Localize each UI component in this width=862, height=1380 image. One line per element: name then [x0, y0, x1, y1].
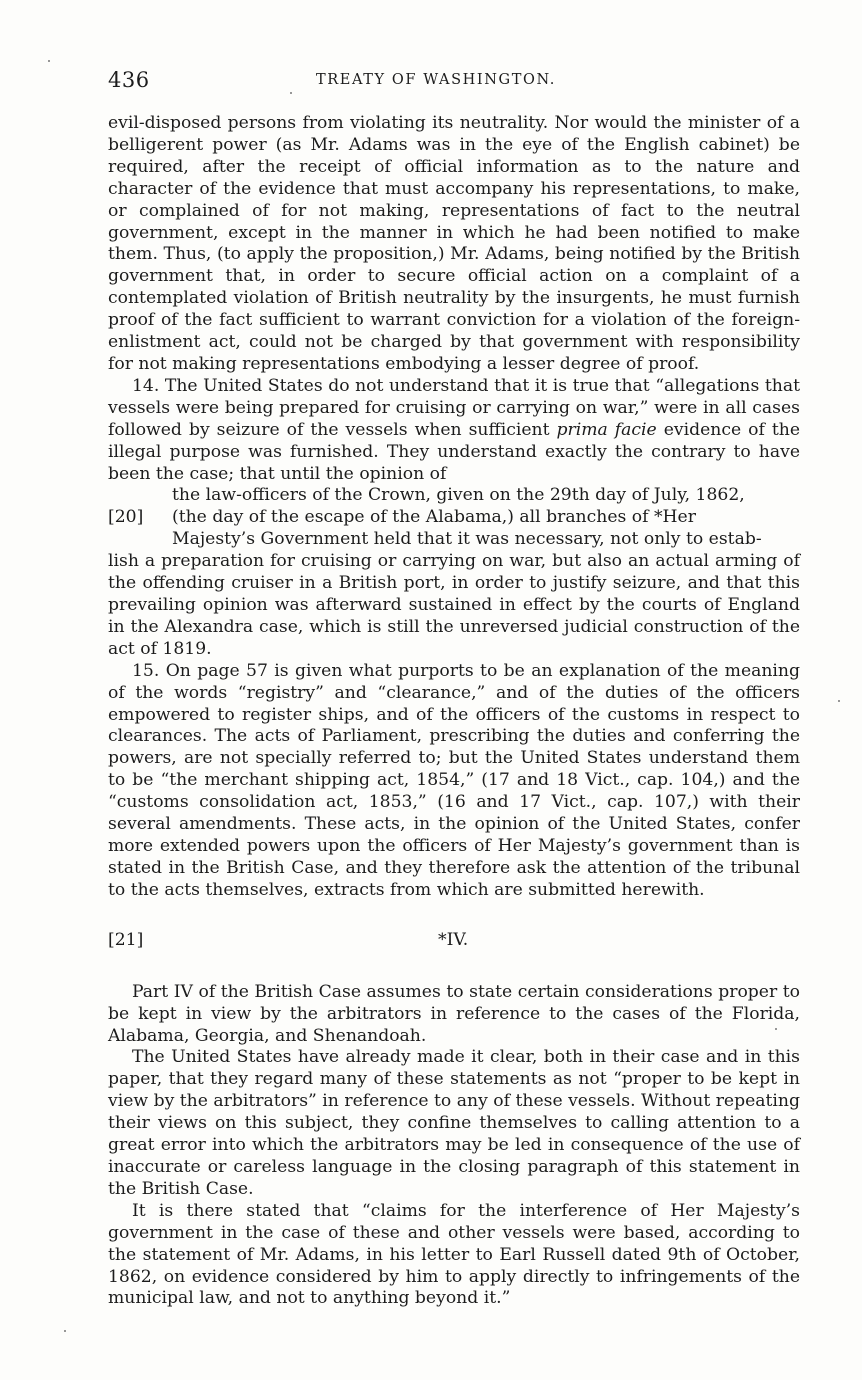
scan-speck	[290, 92, 292, 94]
section-title: *IV.	[438, 929, 469, 950]
paragraph-part-iv-2: The United States have already made it clear, both in their case and in this paper, that they regard many of these statements as not “proper to be kept in view by the arbitrators” in reference to any of these vessels. Without repeating their views on this subject, they confine themselves to calling attention to a great error into which the arbitrators may be led in consequence of the use of inaccurate or careless language in the closing paragraph of this statement in the British Case.	[108, 1047, 800, 1199]
scan-speck	[64, 1330, 66, 1332]
marginal-page-marker-21: [21]	[108, 929, 144, 950]
marginal-page-marker-20: [20]	[108, 507, 144, 528]
page-header	[108, 68, 808, 98]
page-number: 436	[108, 68, 150, 92]
scan-speck	[775, 1028, 777, 1030]
scan-speck	[838, 700, 840, 702]
paragraph-14-indented-line-1: the law-officers of the Crown, given on the 29th day of July, 1862,	[172, 485, 745, 506]
body-text	[108, 113, 800, 1310]
marginal-marker-row	[108, 507, 800, 529]
running-head: TREATY OF WASHINGTON.	[316, 72, 557, 88]
paragraph-14-text-b: evidence of the illegal purpose was furnished. They understand exactly the contrary to have been the case; that until the opinion of	[108, 419, 800, 484]
paragraph-14-indented-line-2: (the day of the escape of the Alabama,) all branches of *Her	[172, 507, 696, 528]
paragraph-14	[108, 376, 800, 486]
paragraph-part-iv-1: Part IV of the British Case assumes to state certain considerations proper to be kept in view by the arbitrators in reference to the cases of the Florida, Alabama, Georgia, and Shenandoah.	[108, 981, 800, 1046]
paragraph-15: 15. On page 57 is given what purports to be an explanation of the meaning of the words “registry” and “clearance,” and of the duties of the officers empowered to register ships, and of the officers of the customs in respect to clearances. The acts of Parliament, prescribing the duties and conferring the powers, are not specially referred to; but the United States understand them to be “the merchant shipping act, 1854,” (17 and 18 Vict., cap. 104,) and the “customs consolidation act, 1853,” (16 and 17 Vict., cap. 107,) with their several amendments. These acts, in the opinion of the United States, confer more extended powers upon the officers of Her Majesty’s government than is stated in the British Case, and they therefore ask the attention of the tribunal to the acts themselves, extracts from which are submitted herewith.	[108, 660, 800, 900]
paragraph-part-iv-3: It is there stated that “claims for the interference of Her Majesty’s government in the case of these and other vessels were based, according to the statement of Mr. Adams, in his letter to Earl Russell dated 9th of October, 1862, on evidence considered by him to apply directly to infringements of the municipal law, and not to anything beyond it.”	[108, 1200, 800, 1309]
scan-speck	[48, 60, 50, 62]
paragraph-continuation: evil-disposed persons from violating its neutrality. Nor would the minister of a belligerent power (as Mr. Adams was in the eye of the English cabinet) be required, after the receipt of official information as to the nature and character of the evidence that must accompany his representations, to make, or complained of for not making, representations of fact to the neutral government, except in the manner in which he had been notified to make them. Thus, (to apply the proposition,) Mr. Adams, being notified by the British government that, in order to secure official action on a complaint of a contemplated violation of British neutrality by the insurgents, he must furnish proof of the fact sufficient to warrant conviction for a violation of the foreign-enlistment act, could not be charged by that government with responsibility for not making representations embodying a lesser degree of proof.	[108, 113, 800, 374]
paragraph-14-indented-line-3: Majesty’s Government held that it was necessary, not only to estab-	[172, 529, 762, 550]
section-heading-row	[108, 920, 800, 960]
paragraph-14-continuation: lish a preparation for cruising or carrying on war, but also an actual arming of the offending cruiser in a British port, in order to justify seizure, and that this prevailing opinion was afterward sustained in effect by the courts of England in the Alexandra case, which is still the unreversed judicial construction of the act of 1819.	[108, 551, 800, 659]
italic-prima-facie: prima facie	[556, 419, 657, 440]
paragraph-14-text-a: 14. The United States do not understand that it is true that “allegations that vessels were being prepared for cruising or carrying on war,” were in all cases followed by seizure of the vessels when sufficient	[108, 375, 800, 440]
